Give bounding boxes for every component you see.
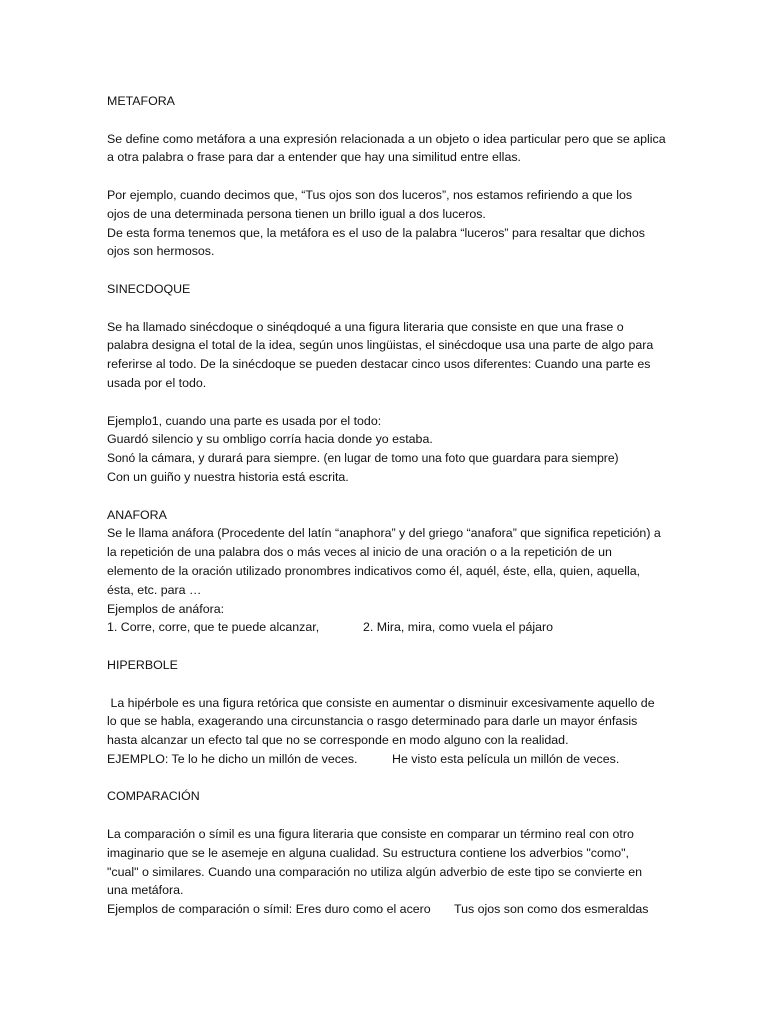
- sinecdoque-example-line: Guardó silencio y su ombligo corría hacia donde yo estaba.: [107, 432, 433, 447]
- anafora-examples-row: [107, 618, 667, 637]
- document-page: [107, 92, 667, 919]
- heading-anafora: ANAFORA: [107, 507, 167, 522]
- heading-comparacion: COMPARACIÓN: [107, 789, 200, 804]
- comparacion-definition: La comparación o símil es una figura literaria que consiste en comparar un término real con otro imaginario que se le asemeje en alguna cualidad. Su estructura contiene los adverbios "como", "cual" o similares. Cuando una comparación no utiliza algún adverbio de este tipo se convierte en una metáfora.: [107, 827, 643, 898]
- comparacion-examples-row: [107, 900, 667, 919]
- hiperbole-example-2: He visto esta película un millón de veces.: [392, 751, 620, 766]
- anafora-example-1: 1. Corre, corre, que te puede alcanzar,: [107, 620, 320, 635]
- metafora-definition: Se define como metáfora a una expresión relacionada a un objeto o idea particular pero que se aplica a otra palabra o frase para dar a entender que hay una similitud entre ellas.: [107, 131, 666, 165]
- hiperbole-definition: La hipérbole es una figura retórica que consiste en aumentar o disminuir excesivamente aquello de lo que se habla, exagerando una circunstancia o rasgo determinado para darle un mayor énfasis hasta alcanzar un efecto tal que no se corresponde en modo alguno con la realidad.: [107, 695, 659, 748]
- sinecdoque-definition: Se ha llamado sinécdoque o sinéqdoqué a una figura literaria que consiste en que una frase o palabra designa el total de la idea, según unos lingüistas, el sinécdoque usa una parte de algo para referirse al todo. De la sinécdoque se pueden destacar cinco usos diferentes: Cuando una parte es usada por el todo.: [107, 319, 654, 390]
- hiperbole-example-1: EJEMPLO: Te lo he dicho un millón de veces.: [107, 751, 358, 766]
- heading-sinecdoque: SINECDOQUE: [107, 281, 191, 296]
- metafora-example: Por ejemplo, cuando decimos que, “Tus ojos son dos luceros”, nos estamos refiriendo a que los ojos de una determinada persona tienen un brillo igual a dos luceros.: [107, 187, 633, 221]
- sinecdoque-example-line: Ejemplo1, cuando una parte es usada por el todo:: [107, 413, 382, 428]
- heading-hiperbole: HIPERBOLE: [107, 657, 178, 672]
- sinecdoque-example-line: Sonó la cámara, y durará para siempre. (en lugar de tomo una foto que guardara para siempre): [107, 451, 619, 466]
- hiperbole-examples-row: [107, 750, 667, 769]
- heading-metafora: METAFORA: [107, 94, 175, 108]
- anafora-example-2: 2. Mira, mira, como vuela el pájaro: [363, 620, 554, 635]
- anafora-definition: Se le llama anáfora (Procedente del latín “anaphora” y del griego “anafora” que significa repetición) a la repetición de una palabra dos o más veces al inicio de una oración o a la repetición de un elemento de la oración utilizado pronombres indicativos como él, aquél, éste, ella, quien, aquella, ésta, etc. para …: [107, 526, 661, 597]
- comparacion-example-2: Tus ojos son como dos esmeraldas: [454, 902, 649, 917]
- metafora-conclusion: De esta forma tenemos que, la metáfora es el uso de la palabra “luceros” para resaltar que dichos ojos son hermosos.: [107, 225, 645, 259]
- sinecdoque-example-line: Con un guiño y nuestra historia está escrita.: [107, 469, 349, 484]
- anafora-examples-label: Ejemplos de anáfora:: [107, 601, 225, 616]
- comparacion-example-1: Ejemplos de comparación o símil: Eres duro como el acero: [107, 902, 431, 917]
